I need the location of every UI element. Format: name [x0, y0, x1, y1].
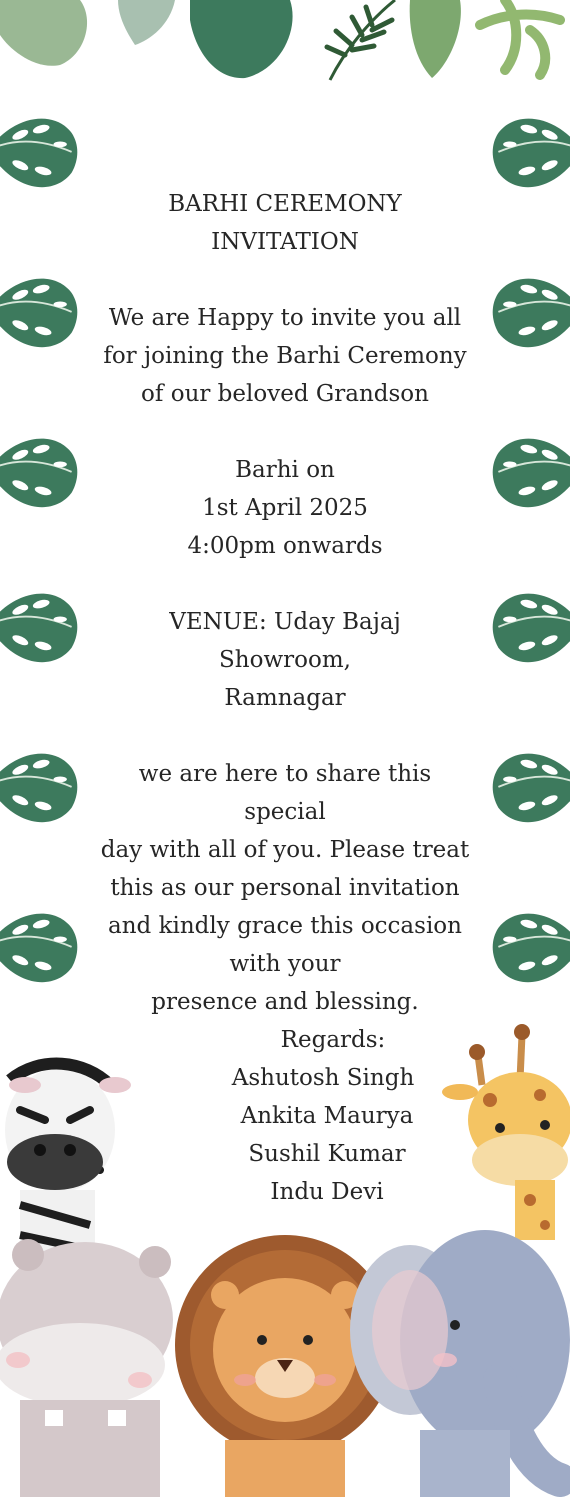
- message-line: and kindly grace this occasion: [108, 913, 462, 939]
- signatory-name: Ankita Maurya: [240, 1103, 414, 1129]
- title-line: INVITATION: [211, 229, 359, 255]
- message-line: day with all of you. Please treat: [100, 837, 470, 863]
- elephant-illustration: [350, 1230, 570, 1497]
- message-line: we are here to share this special: [138, 761, 432, 825]
- regards-label: Regards:: [280, 1027, 386, 1053]
- event-label: Barhi on: [235, 457, 335, 483]
- left-leaves: [0, 119, 77, 983]
- signatory-name: Ashutosh Singh: [231, 1065, 415, 1091]
- venue-line: VENUE: Uday Bajaj Showroom,: [169, 609, 401, 673]
- intro-line: for joining the Barhi Ceremony: [103, 343, 467, 369]
- venue-line: Ramnagar: [224, 685, 346, 711]
- message-line: this as our personal invitation: [110, 875, 460, 901]
- intro-line: of our beloved Grandson: [141, 381, 429, 407]
- title-line: BARHI CEREMONY: [168, 191, 402, 217]
- top-leaves: [0, 0, 560, 80]
- signatory-name: Sushil Kumar: [248, 1141, 406, 1167]
- signatory-name: Indu Devi: [270, 1179, 384, 1205]
- right-leaves: [493, 119, 570, 983]
- invitation-text: [100, 185, 470, 1211]
- event-time: 4:00pm onwards: [187, 533, 383, 559]
- intro-line: We are Happy to invite you all: [108, 305, 462, 331]
- message-line: presence and blessing.: [151, 989, 419, 1015]
- event-date: 1st April 2025: [202, 495, 368, 521]
- message-line: with your: [229, 951, 341, 977]
- hippo-illustration: [0, 1239, 173, 1497]
